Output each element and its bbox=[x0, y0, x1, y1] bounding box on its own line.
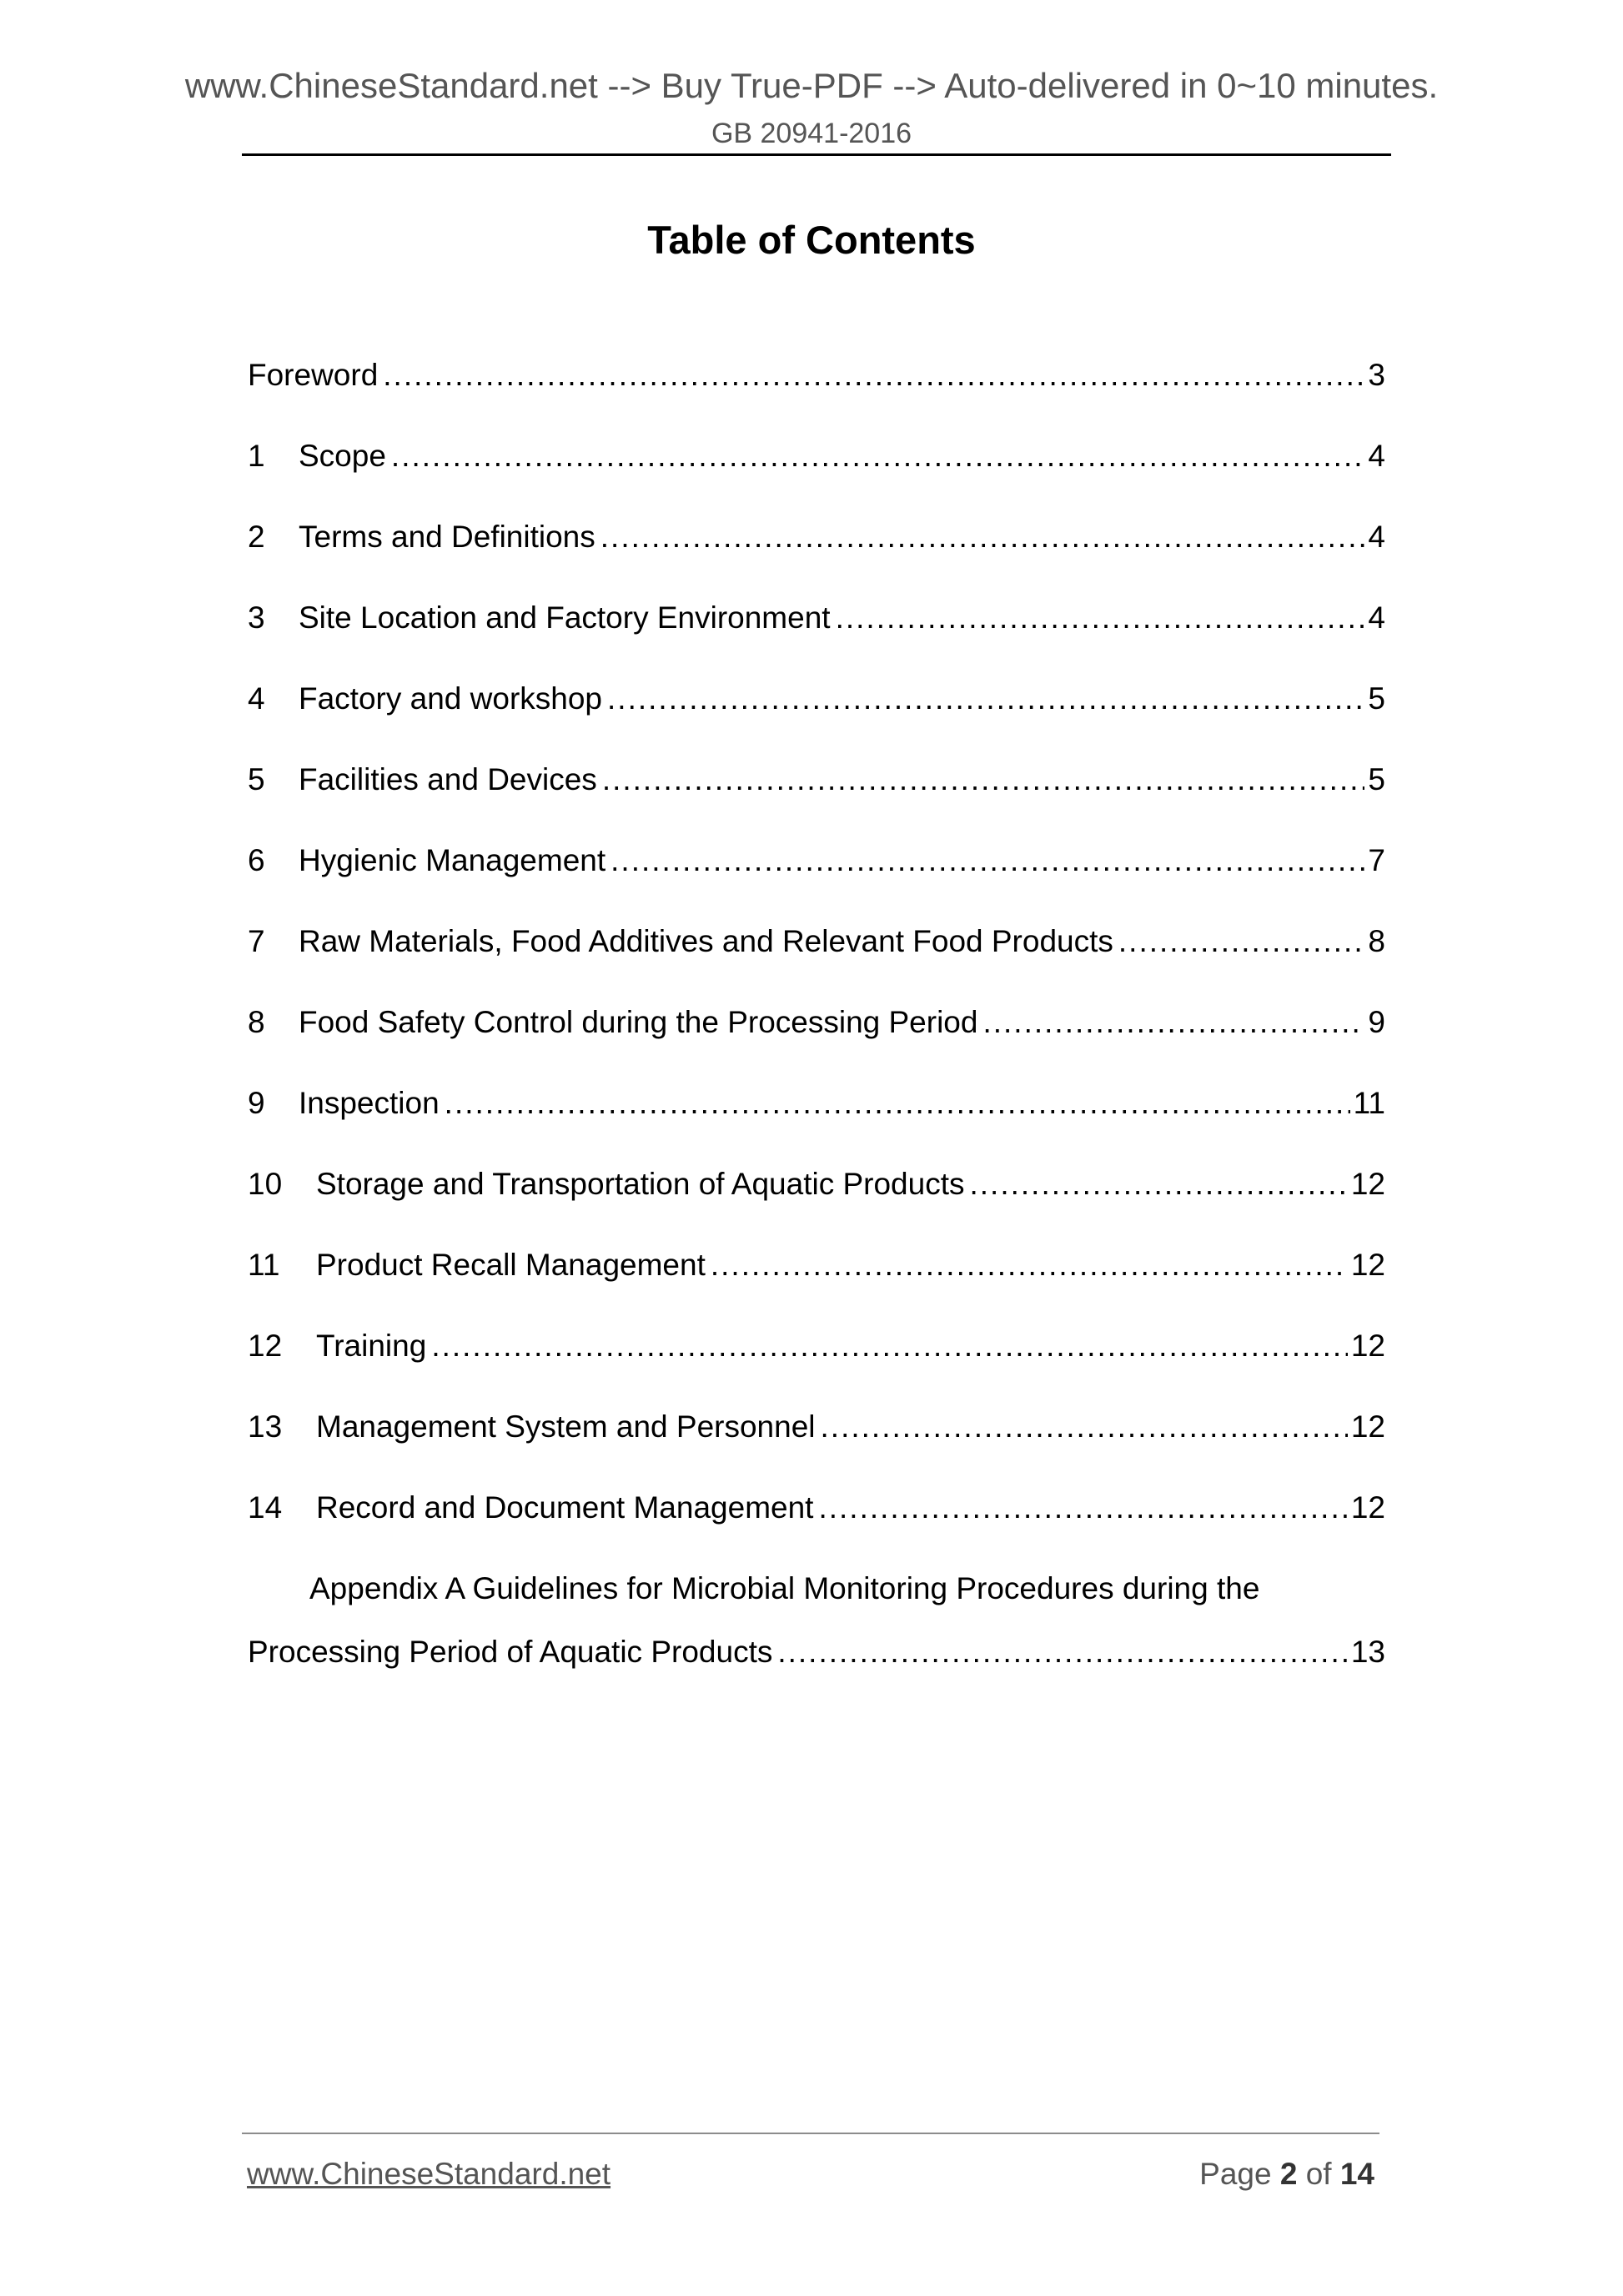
toc-dot-leader bbox=[431, 1321, 1348, 1371]
toc-entry-number: 10 bbox=[248, 1167, 283, 1201]
toc-entry-title: Training bbox=[316, 1329, 427, 1363]
toc-entry-title: Inspection bbox=[299, 1086, 440, 1120]
toc-dot-leader bbox=[777, 1627, 1348, 1677]
toc-entry-7[interactable] bbox=[248, 917, 1385, 997]
toc-entry-3[interactable] bbox=[248, 593, 1385, 674]
appendix-title-line-2-row bbox=[248, 1627, 1385, 1677]
toc-entry-number: 4 bbox=[248, 681, 265, 716]
table-of-contents bbox=[248, 350, 1385, 1677]
header-divider bbox=[242, 153, 1391, 156]
toc-dot-leader bbox=[602, 755, 1365, 805]
toc-dot-leader bbox=[383, 350, 1364, 400]
toc-entry-page: 11 bbox=[1353, 1086, 1385, 1120]
toc-entry-number: 11 bbox=[248, 1248, 280, 1282]
toc-entry-page: 7 bbox=[1368, 843, 1385, 877]
toc-entry-title: Hygienic Management bbox=[299, 843, 606, 877]
toc-entry-page: 5 bbox=[1368, 681, 1385, 716]
toc-entry-title: Raw Materials, Food Additives and Relevant Food Products bbox=[299, 924, 1113, 958]
toc-entry-10[interactable] bbox=[248, 1159, 1385, 1240]
toc-entry-11[interactable] bbox=[248, 1240, 1385, 1321]
toc-entry-page: 4 bbox=[1368, 439, 1385, 473]
appendix-title-line-2: Processing Period of Aquatic Products bbox=[248, 1635, 773, 1669]
toc-entry-foreword[interactable] bbox=[248, 350, 1385, 431]
toc-entry-14[interactable] bbox=[248, 1483, 1385, 1564]
toc-entry-page: 12 bbox=[1350, 1167, 1385, 1201]
toc-dot-leader bbox=[818, 1483, 1347, 1533]
toc-entry-page: 12 bbox=[1350, 1248, 1385, 1282]
toc-dot-leader bbox=[821, 1402, 1348, 1452]
toc-entry-title: Site Location and Factory Environment bbox=[299, 600, 831, 635]
toc-entry-page: 4 bbox=[1368, 520, 1385, 554]
toc-entry-page: 12 bbox=[1350, 1329, 1385, 1363]
toc-dot-leader bbox=[836, 593, 1365, 643]
toc-entry-title: Record and Document Management bbox=[316, 1490, 814, 1525]
toc-entry-9[interactable] bbox=[248, 1078, 1385, 1159]
toc-entry-page: 13 bbox=[1350, 1635, 1385, 1669]
toc-dot-leader bbox=[391, 431, 1365, 481]
toc-entry-number: 9 bbox=[248, 1086, 265, 1120]
toc-entry-title: Management System and Personnel bbox=[316, 1409, 816, 1444]
toc-entry-5[interactable] bbox=[248, 755, 1385, 836]
toc-entry-page: 5 bbox=[1368, 762, 1385, 796]
toc-entry-13[interactable] bbox=[248, 1402, 1385, 1483]
page-indicator bbox=[1199, 2156, 1374, 2193]
toc-dot-leader bbox=[600, 512, 1365, 562]
toc-dot-leader bbox=[970, 1159, 1348, 1209]
toc-entry-number: 12 bbox=[248, 1329, 283, 1363]
toc-entry-page: 12 bbox=[1350, 1490, 1385, 1525]
toc-entry-page: 8 bbox=[1368, 924, 1385, 958]
toc-dot-leader bbox=[711, 1240, 1348, 1290]
toc-entry-2[interactable] bbox=[248, 512, 1385, 593]
toc-dot-leader bbox=[1118, 917, 1365, 967]
toc-entry-6[interactable] bbox=[248, 836, 1385, 917]
toc-entry-title: Scope bbox=[299, 439, 386, 473]
page-label: Page bbox=[1199, 2157, 1272, 2191]
toc-entry-title: Storage and Transportation of Aquatic Products bbox=[316, 1167, 965, 1201]
toc-entry-page: 4 bbox=[1368, 600, 1385, 635]
toc-entry-number: 2 bbox=[248, 520, 265, 554]
standard-code: GB 20941-2016 bbox=[711, 118, 912, 149]
toc-dot-leader bbox=[607, 674, 1364, 724]
toc-entry-title: Facilities and Devices bbox=[299, 762, 597, 796]
footer-site-link[interactable]: www.ChineseStandard.net bbox=[247, 2157, 611, 2191]
toc-dot-leader bbox=[982, 997, 1364, 1048]
toc-entry-title: Food Safety Control during the Processing Period bbox=[299, 1005, 978, 1039]
current-page-number: 2 bbox=[1279, 2157, 1298, 2191]
toc-entry-number: 3 bbox=[248, 600, 265, 635]
toc-entry-number: 14 bbox=[248, 1490, 283, 1525]
page-of-label: of bbox=[1305, 2157, 1332, 2191]
toc-entry-number: 13 bbox=[248, 1409, 283, 1444]
toc-dot-leader bbox=[445, 1078, 1350, 1128]
toc-entry-number: 5 bbox=[248, 762, 265, 796]
toc-entry-page: 3 bbox=[1368, 358, 1385, 392]
footer-divider bbox=[242, 2133, 1379, 2134]
total-page-count: 14 bbox=[1339, 2157, 1374, 2191]
toc-entry-title: Product Recall Management bbox=[316, 1248, 706, 1282]
toc-entry-title: Terms and Definitions bbox=[299, 520, 595, 554]
page-title: Table of Contents bbox=[647, 218, 976, 262]
toc-entry-title: Foreword bbox=[248, 358, 379, 392]
appendix-title-line-1: Appendix A Guidelines for Microbial Monitoring Procedures during the bbox=[309, 1571, 1260, 1605]
toc-entry-number: 1 bbox=[248, 439, 265, 473]
toc-dot-leader bbox=[611, 836, 1364, 886]
toc-entry-8[interactable] bbox=[248, 997, 1385, 1078]
toc-entry-appendix-a[interactable] bbox=[248, 1564, 1385, 1677]
toc-entry-page: 9 bbox=[1368, 1005, 1385, 1039]
toc-entry-page: 12 bbox=[1350, 1409, 1385, 1444]
toc-entry-title: Factory and workshop bbox=[299, 681, 603, 716]
toc-entry-number: 8 bbox=[248, 1005, 265, 1039]
toc-entry-number: 7 bbox=[248, 924, 265, 958]
site-banner: www.ChineseStandard.net --> Buy True-PDF --> Auto-delivered in 0~10 minutes. bbox=[184, 66, 1439, 105]
toc-entry-12[interactable] bbox=[248, 1321, 1385, 1402]
toc-entry-number: 6 bbox=[248, 843, 265, 877]
toc-entry-1[interactable] bbox=[248, 431, 1385, 512]
toc-entry-4[interactable] bbox=[248, 674, 1385, 755]
